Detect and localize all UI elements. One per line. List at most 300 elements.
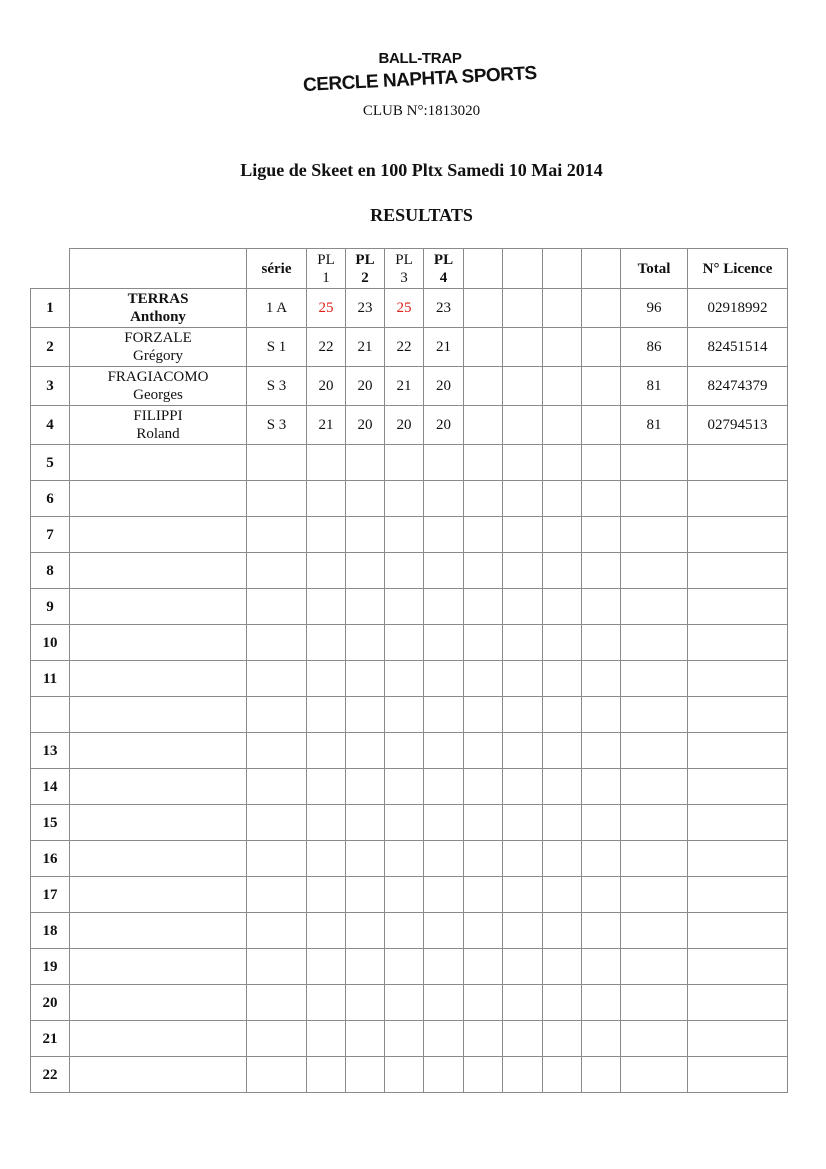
empty-cell	[307, 733, 346, 769]
empty-cell	[621, 877, 688, 913]
empty-cell	[70, 445, 247, 481]
empty-score-cell	[464, 367, 503, 406]
empty-cell	[688, 517, 788, 553]
empty-cell	[70, 841, 247, 877]
empty-cell	[621, 949, 688, 985]
empty-cell	[543, 589, 582, 625]
club-logo	[300, 50, 540, 98]
empty-cell	[385, 733, 424, 769]
pl3-score-cell: 22	[385, 328, 424, 367]
empty-cell	[247, 661, 307, 697]
table-row-empty	[31, 1057, 788, 1093]
empty-cell	[70, 553, 247, 589]
empty-cell	[424, 877, 464, 913]
empty-score-cell	[503, 406, 543, 445]
empty-cell	[503, 805, 543, 841]
table-row-empty	[31, 913, 788, 949]
empty-cell	[385, 445, 424, 481]
header-rank-cell	[31, 249, 70, 289]
empty-cell	[307, 1057, 346, 1093]
empty-cell	[424, 661, 464, 697]
empty-cell	[247, 1057, 307, 1093]
empty-cell	[346, 481, 385, 517]
logo-line-1: BALL-TRAP	[378, 50, 462, 67]
empty-cell	[582, 445, 621, 481]
empty-cell	[464, 481, 503, 517]
empty-cell	[307, 877, 346, 913]
table-row-empty	[31, 553, 788, 589]
empty-score-cell	[582, 328, 621, 367]
results-table	[30, 248, 788, 1093]
empty-cell	[247, 733, 307, 769]
empty-cell	[70, 1021, 247, 1057]
empty-cell	[503, 661, 543, 697]
pl2-score-cell: 20	[346, 406, 385, 445]
empty-cell	[582, 661, 621, 697]
empty-score-cell	[464, 328, 503, 367]
empty-cell	[464, 769, 503, 805]
empty-cell	[346, 445, 385, 481]
table-row	[31, 406, 788, 445]
empty-cell	[464, 1057, 503, 1093]
player-first-name: Grégory	[133, 348, 183, 364]
empty-score-cell	[582, 367, 621, 406]
rank-cell: 21	[31, 1021, 70, 1057]
empty-cell	[582, 805, 621, 841]
empty-cell	[247, 1021, 307, 1057]
empty-cell	[346, 697, 385, 733]
empty-cell	[503, 841, 543, 877]
table-row-empty	[31, 805, 788, 841]
rank-cell: 7	[31, 517, 70, 553]
empty-cell	[503, 1021, 543, 1057]
header-pl3-number: 3	[400, 269, 408, 286]
empty-cell	[307, 913, 346, 949]
licence-cell: 02794513	[688, 406, 788, 445]
empty-cell	[621, 733, 688, 769]
empty-cell	[503, 1057, 543, 1093]
empty-cell	[424, 445, 464, 481]
empty-cell	[385, 481, 424, 517]
empty-cell	[385, 913, 424, 949]
empty-cell	[582, 625, 621, 661]
empty-cell	[582, 913, 621, 949]
table-row	[31, 289, 788, 328]
empty-cell	[464, 805, 503, 841]
empty-cell	[582, 589, 621, 625]
empty-cell	[346, 733, 385, 769]
empty-cell	[582, 697, 621, 733]
total-cell: 81	[621, 406, 688, 445]
pl3-score-cell: 20	[385, 406, 424, 445]
pl4-score-cell: 23	[424, 289, 464, 328]
empty-cell	[346, 517, 385, 553]
player-name-cell	[70, 289, 247, 328]
empty-cell	[503, 697, 543, 733]
empty-cell	[307, 985, 346, 1021]
table-row	[31, 328, 788, 367]
empty-cell	[464, 985, 503, 1021]
header-pl4-label: PL	[433, 251, 454, 268]
empty-cell	[621, 481, 688, 517]
empty-cell	[346, 841, 385, 877]
empty-cell	[688, 949, 788, 985]
empty-cell	[385, 589, 424, 625]
empty-cell	[621, 841, 688, 877]
empty-cell	[307, 517, 346, 553]
empty-cell	[503, 877, 543, 913]
empty-cell	[543, 553, 582, 589]
pl4-score-cell: 21	[424, 328, 464, 367]
empty-cell	[70, 769, 247, 805]
header-pl1	[307, 249, 346, 289]
empty-score-cell	[582, 406, 621, 445]
empty-cell	[307, 625, 346, 661]
empty-cell	[582, 769, 621, 805]
empty-cell	[543, 805, 582, 841]
rank-cell: 10	[31, 625, 70, 661]
empty-cell	[346, 1021, 385, 1057]
empty-cell	[346, 553, 385, 589]
empty-cell	[503, 949, 543, 985]
pl4-score-cell: 20	[424, 406, 464, 445]
empty-cell	[307, 949, 346, 985]
empty-cell	[247, 625, 307, 661]
empty-cell	[582, 553, 621, 589]
empty-cell	[464, 697, 503, 733]
player-name-cell	[70, 406, 247, 445]
empty-cell	[346, 661, 385, 697]
pl1-score-cell: 25	[307, 289, 346, 328]
rank-cell: 3	[31, 367, 70, 406]
empty-cell	[307, 1021, 346, 1057]
empty-cell	[385, 1057, 424, 1093]
pl1-score-cell: 20	[307, 367, 346, 406]
empty-cell	[543, 517, 582, 553]
empty-cell	[307, 589, 346, 625]
serie-cell: 1 A	[247, 289, 307, 328]
empty-score-cell	[464, 406, 503, 445]
table-row-empty	[31, 517, 788, 553]
table-row-empty	[31, 1021, 788, 1057]
empty-cell	[424, 769, 464, 805]
empty-cell	[621, 553, 688, 589]
empty-cell	[346, 769, 385, 805]
empty-cell	[247, 553, 307, 589]
empty-cell	[464, 949, 503, 985]
empty-cell	[346, 913, 385, 949]
empty-cell	[424, 949, 464, 985]
rank-cell: 15	[31, 805, 70, 841]
empty-cell	[503, 769, 543, 805]
empty-cell	[582, 481, 621, 517]
rank-cell: 11	[31, 661, 70, 697]
empty-cell	[424, 805, 464, 841]
empty-cell	[70, 589, 247, 625]
empty-cell	[503, 913, 543, 949]
rank-cell: 1	[31, 289, 70, 328]
empty-cell	[346, 1057, 385, 1093]
header-licence: N° Licence	[688, 249, 788, 289]
empty-cell	[247, 949, 307, 985]
empty-cell	[247, 481, 307, 517]
empty-cell	[307, 769, 346, 805]
empty-score-cell	[503, 367, 543, 406]
pl2-score-cell: 23	[346, 289, 385, 328]
empty-cell	[543, 913, 582, 949]
empty-cell	[688, 1021, 788, 1057]
empty-cell	[70, 733, 247, 769]
page-subtitle: RESULTATS	[370, 205, 473, 225]
empty-cell	[621, 985, 688, 1021]
table-row-empty	[31, 985, 788, 1021]
empty-cell	[621, 697, 688, 733]
empty-score-cell	[543, 367, 582, 406]
page-title: Ligue de Skeet en 100 Pltx Samedi 10 Mai 2014	[240, 160, 603, 180]
table-row-empty	[31, 697, 788, 733]
empty-cell	[503, 625, 543, 661]
empty-score-cell	[503, 289, 543, 328]
empty-cell	[582, 841, 621, 877]
empty-cell	[688, 1057, 788, 1093]
empty-cell	[688, 625, 788, 661]
licence-cell: 82451514	[688, 328, 788, 367]
empty-cell	[582, 1021, 621, 1057]
empty-cell	[543, 877, 582, 913]
empty-cell	[70, 949, 247, 985]
empty-cell	[247, 769, 307, 805]
empty-cell	[424, 913, 464, 949]
empty-cell	[688, 553, 788, 589]
empty-cell	[688, 697, 788, 733]
player-name-cell	[70, 328, 247, 367]
empty-cell	[385, 805, 424, 841]
serie-cell: S 1	[247, 328, 307, 367]
player-last-name: FRAGIACOMO	[107, 369, 209, 385]
empty-cell	[247, 913, 307, 949]
rank-cell: 18	[31, 913, 70, 949]
empty-cell	[582, 733, 621, 769]
empty-cell	[688, 769, 788, 805]
empty-cell	[424, 841, 464, 877]
empty-cell	[385, 625, 424, 661]
empty-cell	[424, 517, 464, 553]
empty-cell	[621, 1021, 688, 1057]
empty-cell	[543, 625, 582, 661]
empty-cell	[621, 769, 688, 805]
header-empty-3	[543, 249, 582, 289]
empty-cell	[424, 625, 464, 661]
empty-cell	[688, 805, 788, 841]
empty-cell	[247, 589, 307, 625]
table-row-empty	[31, 481, 788, 517]
empty-cell	[346, 949, 385, 985]
pl2-score-cell: 21	[346, 328, 385, 367]
empty-cell	[307, 805, 346, 841]
empty-cell	[70, 697, 247, 733]
empty-cell	[688, 877, 788, 913]
empty-cell	[464, 661, 503, 697]
empty-cell	[424, 697, 464, 733]
empty-cell	[543, 1021, 582, 1057]
player-last-name: FORZALE	[124, 330, 192, 346]
empty-cell	[385, 661, 424, 697]
empty-cell	[582, 985, 621, 1021]
empty-cell	[582, 877, 621, 913]
empty-cell	[464, 589, 503, 625]
total-cell: 96	[621, 289, 688, 328]
header-total: Total	[621, 249, 688, 289]
header-empty-2	[503, 249, 543, 289]
empty-cell	[503, 589, 543, 625]
header-pl2	[346, 249, 385, 289]
empty-cell	[503, 445, 543, 481]
table-row	[31, 367, 788, 406]
empty-cell	[70, 985, 247, 1021]
empty-cell	[424, 733, 464, 769]
header-pl3	[385, 249, 424, 289]
empty-cell	[582, 1057, 621, 1093]
table-row-empty	[31, 625, 788, 661]
empty-cell	[464, 913, 503, 949]
empty-cell	[464, 1021, 503, 1057]
empty-cell	[543, 445, 582, 481]
empty-cell	[543, 733, 582, 769]
empty-cell	[688, 913, 788, 949]
empty-cell	[464, 517, 503, 553]
empty-cell	[688, 841, 788, 877]
empty-cell	[464, 445, 503, 481]
empty-cell	[464, 553, 503, 589]
empty-cell	[385, 1021, 424, 1057]
empty-score-cell	[543, 406, 582, 445]
player-last-name: FILIPPI	[133, 408, 183, 424]
empty-cell	[464, 733, 503, 769]
empty-cell	[621, 625, 688, 661]
empty-cell	[247, 445, 307, 481]
empty-cell	[424, 985, 464, 1021]
empty-cell	[688, 445, 788, 481]
rank-cell: 2	[31, 328, 70, 367]
player-name-cell	[70, 367, 247, 406]
rank-cell: 9	[31, 589, 70, 625]
empty-cell	[543, 985, 582, 1021]
empty-cell	[247, 697, 307, 733]
club-number: CLUB N°:1813020	[362, 103, 481, 119]
header-pl1-label: PL	[317, 251, 335, 268]
empty-cell	[543, 697, 582, 733]
empty-cell	[424, 481, 464, 517]
empty-score-cell	[543, 289, 582, 328]
rank-cell: 22	[31, 1057, 70, 1093]
empty-cell	[70, 805, 247, 841]
empty-cell	[621, 661, 688, 697]
empty-cell	[307, 481, 346, 517]
table-row-empty	[31, 769, 788, 805]
empty-cell	[247, 517, 307, 553]
rank-cell: 17	[31, 877, 70, 913]
empty-cell	[543, 1057, 582, 1093]
empty-cell	[543, 841, 582, 877]
header-serie: série	[247, 249, 307, 289]
empty-cell	[70, 481, 247, 517]
table-row-empty	[31, 661, 788, 697]
empty-score-cell	[582, 289, 621, 328]
header-pl1-number: 1	[322, 269, 330, 286]
header-empty-4	[582, 249, 621, 289]
empty-cell	[621, 589, 688, 625]
table-row-empty	[31, 877, 788, 913]
table-row-empty	[31, 733, 788, 769]
table-row-empty	[31, 589, 788, 625]
table-row-empty	[31, 445, 788, 481]
empty-cell	[688, 985, 788, 1021]
empty-cell	[464, 841, 503, 877]
player-first-name: Roland	[136, 426, 180, 442]
empty-cell	[346, 877, 385, 913]
empty-cell	[688, 589, 788, 625]
total-cell: 86	[621, 328, 688, 367]
empty-cell	[582, 517, 621, 553]
empty-cell	[621, 517, 688, 553]
rank-cell: 14	[31, 769, 70, 805]
serie-cell: S 3	[247, 367, 307, 406]
empty-cell	[424, 553, 464, 589]
empty-cell	[307, 445, 346, 481]
empty-cell	[424, 1057, 464, 1093]
empty-cell	[385, 985, 424, 1021]
rank-cell: 19	[31, 949, 70, 985]
empty-cell	[385, 769, 424, 805]
empty-cell	[247, 877, 307, 913]
empty-cell	[70, 661, 247, 697]
empty-cell	[247, 841, 307, 877]
pl4-score-cell: 20	[424, 367, 464, 406]
rank-cell: 6	[31, 481, 70, 517]
header-pl2-label: PL	[355, 251, 375, 268]
empty-cell	[247, 805, 307, 841]
serie-cell: S 3	[247, 406, 307, 445]
empty-cell	[688, 733, 788, 769]
empty-cell	[346, 625, 385, 661]
empty-cell	[385, 697, 424, 733]
table-row-empty	[31, 949, 788, 985]
player-first-name: Anthony	[130, 309, 186, 325]
rank-cell: 8	[31, 553, 70, 589]
empty-cell	[70, 913, 247, 949]
pl1-score-cell: 22	[307, 328, 346, 367]
empty-cell	[503, 553, 543, 589]
player-last-name: TERRAS	[127, 291, 189, 307]
header-pl4	[424, 249, 464, 289]
empty-cell	[464, 877, 503, 913]
empty-cell	[503, 481, 543, 517]
rank-cell: 4	[31, 406, 70, 445]
empty-cell	[70, 1057, 247, 1093]
header-pl3-label: PL	[395, 251, 413, 268]
empty-cell	[543, 661, 582, 697]
pl1-score-cell: 21	[307, 406, 346, 445]
empty-cell	[543, 769, 582, 805]
empty-cell	[424, 589, 464, 625]
logo-line-2: CERCLE NAPHTA SPORTS	[302, 62, 538, 97]
table-header-row	[31, 249, 788, 289]
rank-cell: 16	[31, 841, 70, 877]
pl3-score-cell: 21	[385, 367, 424, 406]
empty-cell	[385, 877, 424, 913]
empty-cell	[688, 661, 788, 697]
empty-cell	[503, 517, 543, 553]
